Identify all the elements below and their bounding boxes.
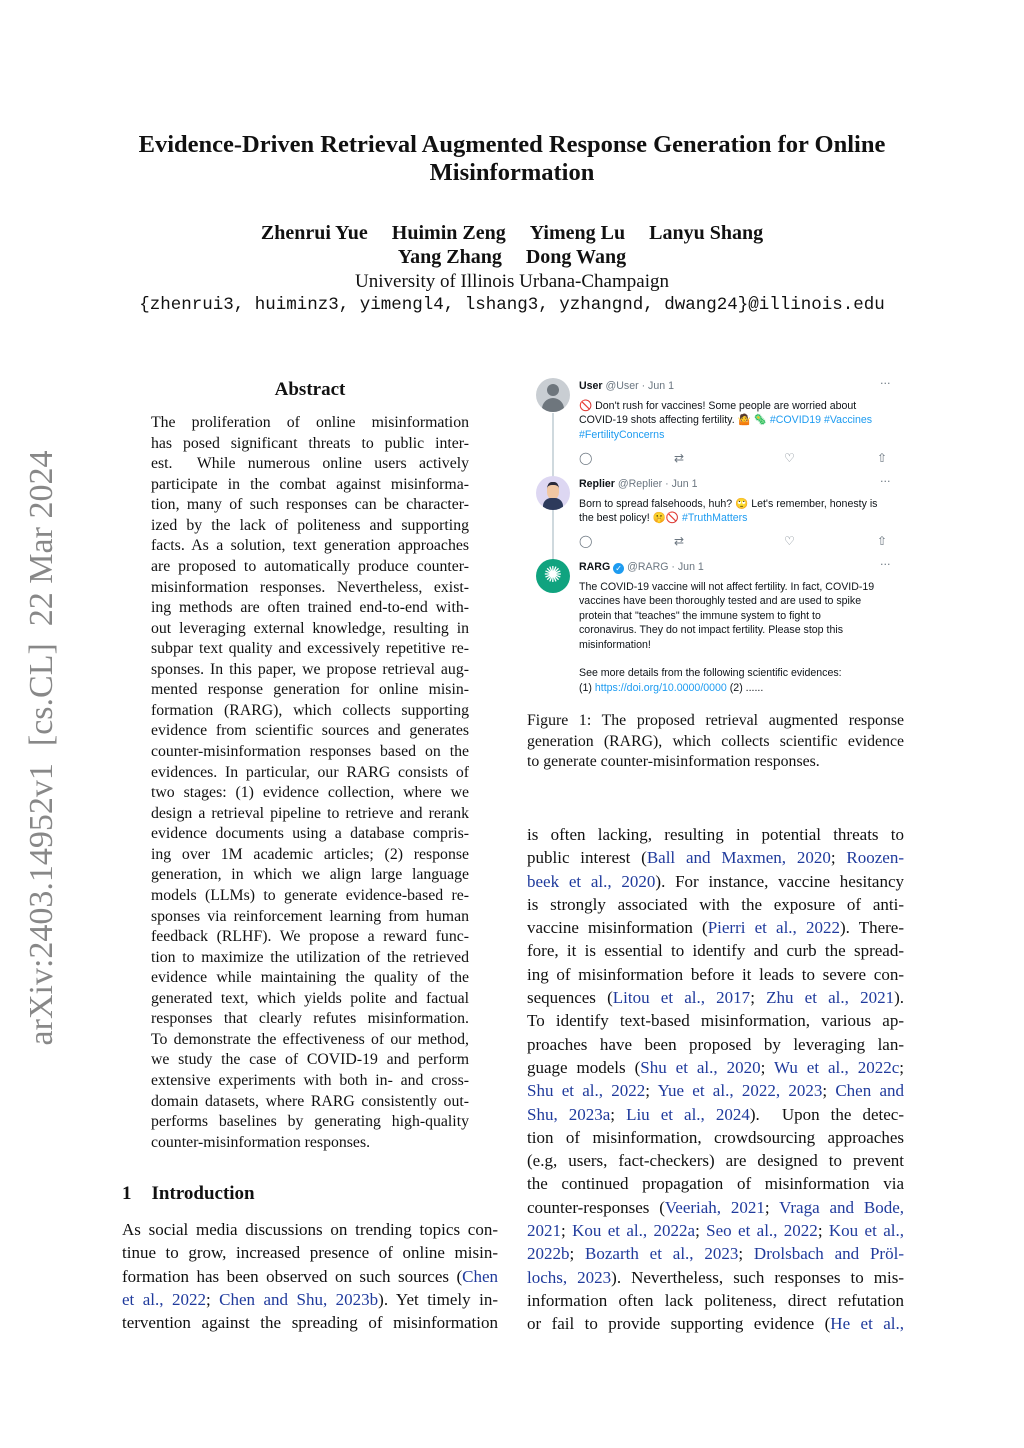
text-segment: generation, in which we align large language — [151, 866, 469, 884]
tweet-text: COVID-19 shots affecting fertility. 🤷 🦠 — [579, 414, 770, 426]
text-line — [151, 1009, 469, 1030]
text-line — [151, 680, 469, 701]
citation-link[interactable]: He et al., — [830, 1314, 904, 1334]
text-line — [151, 434, 469, 455]
text-segment: participate in the combat against misinforma- — [151, 475, 469, 493]
text-line — [527, 1103, 904, 1126]
tweet-handle: @Replier · Jun 1 — [617, 478, 698, 490]
citation-link[interactable]: Bozarth et al., 2023 — [585, 1244, 739, 1264]
text-segment: formation (RARG), which collects supporting — [151, 701, 469, 719]
citation-link[interactable]: Kou et al., 2022a — [572, 1221, 696, 1241]
text-segment: ; — [645, 1081, 658, 1101]
ref-number: (1) — [579, 681, 595, 694]
text-line — [527, 1079, 904, 1102]
text-line — [151, 721, 469, 742]
text-line — [151, 783, 469, 804]
hashtags[interactable]: #FertilityConcerns — [579, 428, 665, 441]
text-segment: public interest ( — [527, 848, 647, 868]
text-segment: ing methods are often trained end-to-end with- — [151, 599, 469, 617]
more-icon[interactable]: ··· — [880, 475, 891, 488]
tweet-handle: @User · Jun 1 — [605, 380, 674, 392]
title-line: Misinformation — [429, 159, 595, 186]
citation-link[interactable]: Roozen- — [846, 848, 904, 868]
citation-link[interactable]: Chen and — [835, 1081, 904, 1101]
text-segment: facts. As a solution, text generation approaches — [151, 537, 469, 555]
citation-link[interactable]: Drolsbach and Pröl- — [753, 1244, 904, 1264]
text-line — [151, 804, 469, 825]
hashtags[interactable]: #TruthMatters — [681, 512, 748, 524]
text-line — [151, 475, 469, 496]
text-line — [527, 1056, 904, 1079]
author: Dong Wang — [525, 246, 627, 268]
text-line — [122, 1288, 498, 1311]
citation-link[interactable]: Liu et al., 2024 — [626, 1104, 750, 1124]
text-segment: counter-misinformation responses based on the — [151, 743, 469, 760]
tweet-author: RARG — [579, 561, 611, 573]
text-segment: ). There- — [839, 918, 905, 938]
text-line — [527, 1126, 904, 1149]
text-segment: ; — [750, 988, 767, 1008]
section-number: 1 — [122, 1183, 132, 1204]
text-line — [151, 578, 469, 599]
author: Yimeng Lu — [529, 222, 626, 244]
text-line — [122, 1265, 498, 1288]
text-segment: est. While numerous online users actively — [151, 455, 469, 473]
text-line — [151, 927, 469, 948]
text-segment: ; — [205, 1289, 220, 1309]
text-line — [527, 1312, 904, 1335]
citation-link[interactable]: Chen — [462, 1266, 498, 1286]
text-line — [151, 598, 469, 619]
text-line — [527, 846, 904, 869]
text-line — [527, 916, 904, 939]
citation-link[interactable]: Veeriah, 2021 — [664, 1197, 765, 1217]
text-line — [151, 907, 469, 928]
text-segment: out leveraging external knowledge, resulting in — [151, 619, 469, 637]
more-icon[interactable]: ··· — [880, 377, 891, 390]
text-line — [527, 1219, 904, 1242]
tweet-actions — [579, 534, 889, 548]
text-line — [151, 495, 469, 516]
text-segment: the continued propagation of misinformation via — [527, 1174, 904, 1194]
text-segment: domain datasets, where RARG consistently out- — [151, 1092, 469, 1110]
text-segment: As social media discussions on trending topics con- — [122, 1220, 498, 1239]
text-line — [151, 742, 469, 763]
tweet-rarg — [579, 560, 899, 695]
text-line — [527, 1033, 904, 1056]
text-line — [527, 893, 904, 916]
text-segment: counter-responses ( — [527, 1197, 665, 1217]
text-segment: design a retrieval pipeline to retrieve and rerank — [151, 804, 469, 822]
author: Lanyu Shang — [649, 222, 764, 244]
text-segment: ; — [561, 1221, 573, 1241]
text-segment: performs baselines by generating high-quality — [151, 1113, 469, 1131]
text-line — [527, 732, 904, 753]
text-segment: two stages: (1) evidence collection, where we — [151, 784, 469, 802]
author: Yang Zhang — [397, 246, 502, 268]
tweet-text: misinformation! — [579, 638, 651, 651]
text-segment: ; — [822, 1081, 836, 1101]
text-segment: ). — [894, 988, 905, 1008]
text-segment: evidences. In particular, our RARG consists of — [151, 763, 469, 781]
text-line — [527, 1242, 904, 1265]
arxiv-identifier: arXiv:2403.14952v1 [cs.CL] 22 Mar 2024 — [23, 450, 60, 1046]
like-icon[interactable]: ♡ — [784, 534, 795, 548]
text-segment: ; — [695, 1221, 707, 1241]
text-segment: generation (RARG), which collects scientific evidence — [527, 732, 904, 750]
tweet-text: the best policy! 🤫🚫 — [579, 512, 682, 524]
email-list: {zhenrui3, huiminz3, yimengl4, lshang3, yzhangnd, dwang24}@illinois.edu — [139, 295, 885, 315]
affiliation: University of Illinois Urbana-Champaign — [355, 271, 669, 292]
text-segment: generated text, which yields polite and factual — [151, 989, 469, 1007]
citation-link[interactable]: 2021 — [527, 1221, 561, 1241]
text-segment: ; — [760, 1057, 774, 1077]
text-segment: ing of misinformation before it leads to severe con- — [527, 964, 904, 984]
text-segment: (e.g, users, fact-checkers) are designed to prevent — [527, 1151, 904, 1171]
user-avatar — [536, 378, 570, 412]
text-segment: mented response generation for online misin- — [151, 681, 469, 699]
text-segment: is often lacking, resulting in potential threats to — [527, 825, 904, 844]
citation-link[interactable]: et al., 2022 — [122, 1289, 206, 1309]
text-line — [122, 1311, 498, 1334]
title-line: Evidence-Driven Retrieval Augmented Response Generation for Online — [138, 131, 886, 158]
text-line — [527, 1009, 904, 1032]
text-segment: feedback (RLHF). We propose a reward func- — [151, 928, 469, 946]
text-line — [151, 1071, 469, 1092]
citation-link[interactable]: Vraga and Bode, — [779, 1197, 904, 1217]
verified-icon: ✓ — [613, 563, 624, 574]
text-segment: ; — [817, 1221, 829, 1241]
text-segment: tion of misinformation, crowdsourcing approaches — [527, 1127, 904, 1147]
text-segment: or fail to provide supporting evidence ( — [527, 1314, 831, 1334]
text-line — [151, 1112, 469, 1133]
like-icon[interactable]: ♡ — [784, 451, 795, 465]
share-icon[interactable]: ⇧ — [877, 451, 888, 465]
evidence-link[interactable]: https://doi.org/10.0000/0000 — [594, 681, 727, 694]
replier-avatar — [536, 476, 570, 510]
text-segment: evidence from scientific sources and generates — [151, 722, 469, 740]
text-segment: responses that clearly refutes misinformation. — [151, 1010, 469, 1028]
text-line — [151, 845, 469, 866]
text-segment: ; — [569, 1244, 586, 1264]
retweet-icon[interactable]: ⇄ — [674, 534, 685, 548]
text-segment: Figure 1: The proposed retrieval augmented response — [527, 712, 904, 729]
text-segment: tion, many of such responses can be character- — [151, 496, 469, 514]
text-line — [151, 660, 469, 681]
tweet-text: coronavirus. They do not impact fertility. Please stop this — [579, 624, 843, 636]
evidence-text: See more details from the following scientific evidences: — [579, 667, 842, 679]
tweet-author: User — [579, 380, 603, 392]
text-line — [151, 1030, 469, 1051]
text-segment: ing over 1M academic articles; (2) response — [151, 845, 469, 863]
citation-link[interactable]: Pierri et al., 2022 — [707, 918, 840, 938]
tweet-replier — [579, 477, 899, 526]
text-segment: are proposed to automatically produce counter- — [151, 557, 469, 575]
citation-link[interactable]: Kou et al., — [828, 1221, 904, 1241]
text-segment: we study the case of COVID-19 and perform — [151, 1051, 469, 1069]
text-segment: evidence while maintaining the quality of the — [151, 969, 469, 987]
citation-link[interactable]: Chen and Shu, 2023b — [219, 1289, 379, 1309]
text-segment: information often lack politeness, direct refutation — [527, 1290, 904, 1310]
text-line — [527, 823, 904, 846]
citation-link[interactable]: lochs, 2023 — [527, 1267, 612, 1287]
text-segment: ; — [610, 1104, 627, 1124]
text-segment: tinue to grow, increased presence of online misin- — [122, 1243, 498, 1263]
text-segment: proaches have been proposed by leveraging lan- — [527, 1034, 904, 1054]
text-line — [527, 1149, 904, 1172]
text-line — [527, 870, 904, 893]
text-segment: ; — [738, 1244, 754, 1264]
text-line — [151, 948, 469, 969]
author: Huimin Zeng — [391, 222, 506, 244]
citation-link[interactable]: Shu et al., 2020 — [640, 1057, 761, 1077]
citation-link[interactable]: Litou et al., 2017 — [612, 988, 751, 1008]
text-line — [151, 536, 469, 557]
text-line — [151, 968, 469, 989]
text-line — [527, 752, 904, 773]
text-segment: sequences ( — [527, 988, 613, 1008]
text-line — [527, 711, 904, 732]
citation-link[interactable]: Zhu et al., 2021 — [766, 988, 895, 1008]
citation-link[interactable]: Ball and Maxmen, 2020 — [646, 848, 831, 868]
text-segment: has posed significant threats to public inter- — [151, 434, 469, 452]
text-segment: tion to maximize the utilization of the retrieved — [151, 948, 469, 966]
tweet-text: The COVID-19 vaccine will not affect fertility. In fact, COVID-19 — [579, 580, 875, 593]
text-line — [151, 413, 469, 434]
text-segment: formation has been observed on such sources ( — [122, 1266, 463, 1286]
text-segment: tervention against the spreading of misinformation — [122, 1313, 498, 1333]
citation-link[interactable]: Seo et al., 2022 — [706, 1221, 818, 1241]
citation-link[interactable]: beek et al., 2020 — [527, 871, 656, 891]
abstract-heading: Abstract — [274, 379, 346, 400]
retweet-icon[interactable]: ⇄ — [674, 451, 685, 465]
abstract-body — [151, 413, 469, 1153]
citation-link[interactable]: Shu et al., 2022 — [527, 1081, 646, 1101]
text-segment: ; — [899, 1057, 905, 1077]
text-line — [151, 639, 469, 660]
citation-link[interactable]: 2022b — [527, 1244, 570, 1264]
text-segment: subpar text quality and excessively repetitive re- — [151, 640, 469, 658]
text-segment: is strongly associated with the exposure of anti- — [527, 894, 904, 914]
author: Zhenrui Yue — [260, 222, 368, 244]
text-segment: counter-misinformation responses. — [151, 1133, 371, 1151]
text-line — [527, 1196, 904, 1219]
text-segment: ; — [830, 848, 847, 868]
reply-icon[interactable]: ◯ — [579, 451, 593, 465]
text-line — [527, 1289, 904, 1312]
text-line — [151, 886, 469, 907]
text-line — [151, 516, 469, 537]
text-segment: ). Nevertheless, such responses to mis- — [611, 1267, 904, 1287]
share-icon[interactable]: ⇧ — [877, 534, 888, 548]
citation-link[interactable]: Yue et al., 2022, 2023 — [657, 1081, 823, 1101]
text-segment: ). For instance, vaccine hesitancy — [655, 871, 905, 891]
text-line — [122, 1241, 498, 1264]
text-segment: guage models ( — [527, 1057, 641, 1077]
text-line — [151, 865, 469, 886]
text-line — [122, 1218, 498, 1241]
rarg-logo-icon: ✺ — [536, 559, 570, 593]
text-line — [151, 763, 469, 784]
text-segment: evidence documents using a database compris- — [151, 825, 469, 843]
text-segment: ). Yet timely in- — [378, 1289, 498, 1309]
text-segment: fore, it is essential to identify and curb the spread- — [527, 941, 904, 961]
more-icon[interactable]: ··· — [880, 558, 891, 571]
text-line — [151, 557, 469, 578]
section-title: Introduction — [151, 1183, 255, 1204]
text-line — [151, 824, 469, 845]
text-line — [151, 1050, 469, 1071]
text-line — [151, 619, 469, 640]
intro-paragraph — [122, 1218, 498, 1334]
ref-number: (2) ...... — [726, 681, 764, 694]
text-line — [151, 1133, 469, 1154]
text-line — [151, 454, 469, 475]
text-line — [151, 989, 469, 1010]
authors-row — [80, 222, 944, 245]
text-line — [527, 1266, 904, 1289]
text-segment: to generate counter-misinformation responses. — [527, 753, 820, 770]
tweet-actions — [579, 451, 889, 465]
tweet-text: 🚫 Don't rush for vaccines! Some people are worried about — [579, 399, 857, 412]
text-segment: ). Upon the detec- — [749, 1104, 904, 1124]
tweet-text: protein that "teaches" the immune system to fight to — [579, 609, 821, 622]
text-segment: ized by the lack of politeness and supporting — [151, 516, 469, 534]
hashtags[interactable]: #COVID19 #Vaccines — [769, 414, 873, 426]
text-segment: sponses via reinforcement learning from human — [151, 907, 469, 925]
text-line — [527, 986, 904, 1009]
citation-link[interactable]: Wu et al., 2022c — [773, 1057, 900, 1077]
tweet-text: vaccines have been thoroughly tested and are used to spike — [579, 595, 862, 607]
authors-row — [80, 246, 944, 269]
text-segment: extensive experiments with both in- and cross- — [151, 1072, 469, 1089]
citation-link[interactable]: Shu, 2023a — [527, 1104, 611, 1124]
text-segment: misinformation responses. Nevertheless, exist- — [151, 578, 469, 596]
text-line — [527, 1172, 904, 1195]
text-segment: models (LLMs) to generate evidence-based re- — [151, 886, 469, 904]
text-segment: To demonstrate the effectiveness of our method, — [151, 1030, 469, 1048]
text-line — [151, 1092, 469, 1113]
text-segment: vaccine misinformation ( — [527, 918, 708, 938]
text-segment: To identify text-based misinformation, various ap- — [527, 1011, 904, 1031]
reply-icon[interactable]: ◯ — [579, 534, 593, 548]
text-line — [151, 701, 469, 722]
text-segment: ; — [764, 1197, 780, 1217]
right-column-text — [527, 823, 904, 1336]
figure-caption — [527, 711, 904, 773]
tweet-handle: @RARG · Jun 1 — [627, 561, 704, 573]
tweet-user — [579, 379, 889, 442]
section-heading — [122, 1183, 255, 1205]
paper-title — [80, 131, 944, 187]
text-line — [527, 963, 904, 986]
text-segment: sponses. In this paper, we propose retrieval aug- — [151, 660, 469, 678]
text-line — [527, 939, 904, 962]
text-segment: The proliferation of online misinformation — [151, 414, 469, 431]
tweet-author: Replier — [579, 478, 615, 490]
tweet-text: Born to spread falsehoods, huh? 🙄 Let's remember, honesty is — [579, 497, 878, 510]
